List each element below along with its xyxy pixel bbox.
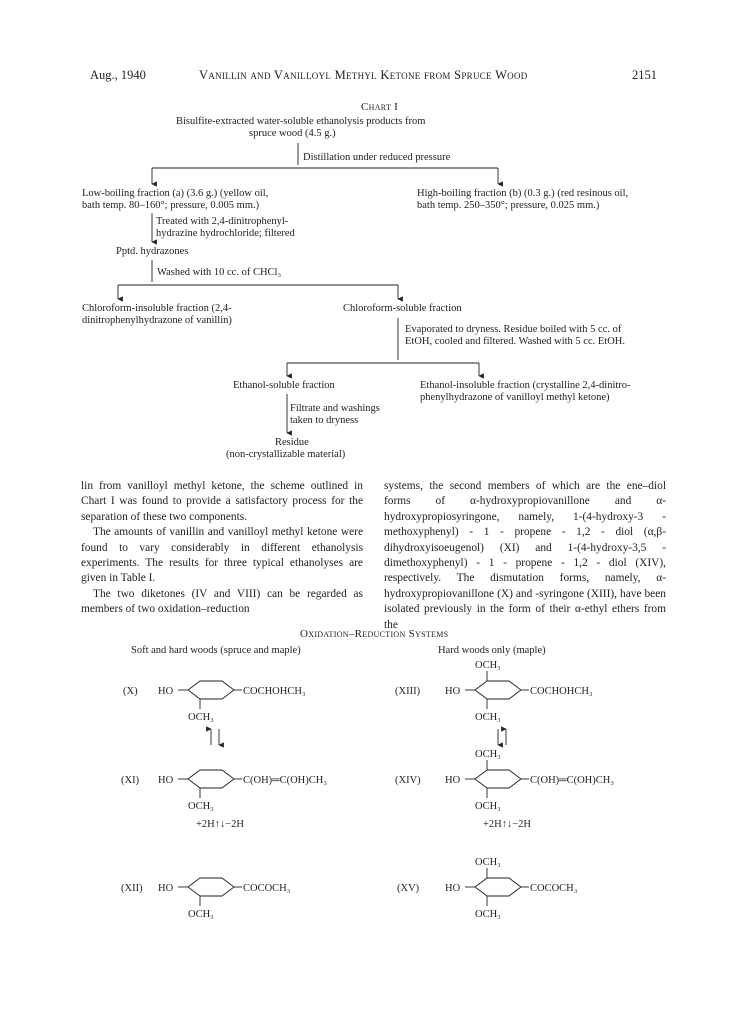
- systems-title: Oxidation–Reduction Systems: [300, 628, 449, 640]
- chart-step-filtrate-line1: Filtrate and washings: [290, 403, 380, 414]
- group-xi: C(OH)═C(OH)CH₃: [243, 775, 328, 786]
- och3-xv-bottom: OCH₃: [475, 909, 501, 920]
- ring-xiii: [475, 681, 521, 699]
- chart-ethanol-insoluble-line2: phenylhydrazone of vanilloyl methyl ketone): [420, 392, 610, 403]
- chart-pptd-hydrazones: Pptd. hydrazones: [116, 246, 189, 257]
- ho-xv: HO: [445, 883, 461, 894]
- paragraph-left-3: The two diketones (IV and VIII) can be regarded as members of two oxidation–reduction: [81, 587, 363, 616]
- header-page-number: 2151: [632, 68, 657, 82]
- chart-step-distillation: Distillation under reduced pressure: [303, 152, 451, 163]
- group-xiv: C(OH)═C(OH)CH₃: [530, 775, 615, 786]
- och3-xii: OCH₃: [188, 909, 214, 920]
- chart-high-line1: High-boiling fraction (b) (0.3 g.) (red resinous oil,: [417, 188, 629, 199]
- och3-xiii-bottom: OCH₃: [475, 712, 501, 723]
- label-xiv: (XIV): [395, 775, 421, 786]
- systems-left-heading: Soft and hard woods (spruce and maple): [131, 645, 301, 656]
- chart-start-line2: spruce wood (4.5 g.): [249, 128, 336, 139]
- paragraph-left-1: lin from vanilloyl methyl ketone, the scheme outlined in Chart I was found to provide a satisfactory process for the separation of these two components.: [81, 480, 363, 523]
- chart-step-filtrate-line2: taken to dryness: [290, 415, 359, 426]
- chart-step-washed: Washed with 10 cc. of CHCl₃: [157, 267, 282, 278]
- chart-insoluble-line2: dinitrophenylhydrazone of vanillin): [82, 315, 232, 326]
- ring-xi: [188, 770, 234, 788]
- ring-xv: [475, 878, 521, 896]
- chart-step-evaporated-line1: Evaporated to dryness. Residue boiled with 5 cc. of: [405, 324, 622, 335]
- group-xv: COCOCH₃: [530, 883, 578, 894]
- redox-label-left: +2H↑↓−2H: [196, 819, 245, 830]
- systems-right-heading: Hard woods only (maple): [438, 645, 546, 656]
- ho-xi: HO: [158, 775, 174, 786]
- chart-step-evaporated-line2: EtOH, cooled and filtered. Washed with 5 cc. EtOH.: [405, 336, 625, 347]
- chart-ethanol-soluble: Ethanol-soluble fraction: [233, 380, 335, 391]
- paragraph-left-2: The amounts of vanillin and vanilloyl methyl ketone were found to vary considerably in different ethanolysis experiments. The results for three typical ethanolyses are given in Table I.: [81, 526, 363, 585]
- chart-step-treated-line2: hydrazine hydrochloride; filtered: [156, 228, 295, 239]
- och3-xv-top: OCH₃: [475, 857, 501, 868]
- label-xv: (XV): [397, 883, 420, 894]
- chart-soluble: Chloroform-soluble fraction: [343, 303, 462, 314]
- paragraph-right-1: systems, the second members of which are the ene–diol forms of α-hydroxypropiovanillone and α-hydroxypropiosyringone, namely, 1-(4-hydroxy-3 - methoxyphenyl) - 1 - propene - 1,2 - diol (α,β-dihydroxyisoeugenol) (XI) and 1-(4-hydroxy-3,5 - dimethoxyphenyl) - 1 - propene - 1,2 - diol (XIV), respectively. The dismutation forms, namely, α-hydroxypropiovanillone (X) and -syringone (XIII), have been isolated previously in the form of their α-ethyl ethers from the: [384, 480, 666, 631]
- chart-title: Chart I: [361, 101, 399, 113]
- chart-residue-note: (non-crystallizable material): [226, 449, 346, 460]
- group-xiii: COCHOHCH₃: [530, 686, 593, 697]
- ho-xiii: HO: [445, 686, 461, 697]
- label-xi: (XI): [121, 775, 140, 786]
- chart-residue: Residue: [275, 437, 309, 448]
- och3-xi: OCH₃: [188, 801, 214, 812]
- och3-x: OCH₃: [188, 712, 214, 723]
- ho-xiv: HO: [445, 775, 461, 786]
- ho-xii: HO: [158, 883, 174, 894]
- ring-xiv: [475, 770, 521, 788]
- chart-step-treated-line1: Treated with 2,4-dinitrophenyl-: [156, 216, 289, 227]
- chart-low-line2: bath temp. 80–160°; pressure, 0.005 mm.): [82, 200, 260, 211]
- ring-xii: [188, 878, 234, 896]
- label-xiii: (XIII): [395, 686, 421, 697]
- chart-low-line1: Low-boiling fraction (a) (3.6 g.) (yellow oil,: [82, 188, 269, 199]
- header-date: Aug., 1940: [90, 68, 146, 82]
- och3-xiii-top: OCH₃: [475, 660, 501, 671]
- group-x: COCHOHCH₃: [243, 686, 306, 697]
- ring-x: [188, 681, 234, 699]
- och3-xiv-top: OCH₃: [475, 749, 501, 760]
- label-x: (X): [123, 686, 138, 697]
- label-xii: (XII): [121, 883, 143, 894]
- chart-high-line2: bath temp. 250–350°; pressure, 0.025 mm.): [417, 200, 600, 211]
- och3-xiv-bottom: OCH₃: [475, 801, 501, 812]
- chart-ethanol-insoluble-line1: Ethanol-insoluble fraction (crystalline 2,4-dinitro-: [420, 380, 631, 391]
- chart-insoluble-line1: Chloroform-insoluble fraction (2,4-: [82, 303, 232, 314]
- header-title: Vanillin and Vanilloyl Methyl Ketone from Spruce Wood: [199, 68, 528, 82]
- ho-x: HO: [158, 686, 174, 697]
- redox-label-right: +2H↑↓−2H: [483, 819, 532, 830]
- chart-start-line1: Bisulfite-extracted water-soluble ethanolysis products from: [176, 116, 426, 127]
- group-xii: COCOCH₃: [243, 883, 291, 894]
